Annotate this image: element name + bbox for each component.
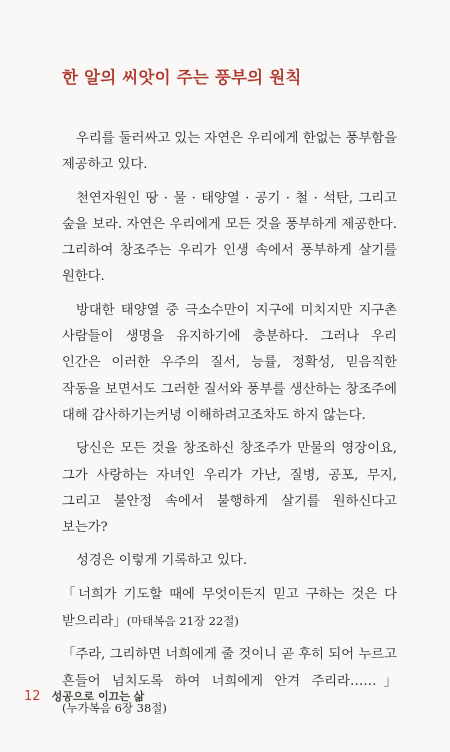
paragraph: 천연자원인 땅 · 물 · 태양열 · 공기 · 철 · 석탄, 그리고 숲을 보라. 자연은 우리에게 모든 것을 풍부하게 제공한다. 그리하여 창조주는 우리가 인생 속에서 풍부하게 살기를 원한다.	[62, 190, 397, 285]
quote-citation: (누가복음 6장 38절)	[62, 700, 167, 715]
quote-text: 「주라, 그리하면 너희에게 줄 것이니 곧 후히 되어 누르고 흔들어 넘치도록 하여 너희에게 안겨 주리라……」	[62, 647, 397, 689]
paragraph: 성경은 이렇게 기록하고 있다.	[76, 553, 248, 569]
running-title: 성공으로 이끄는 삶	[51, 690, 145, 703]
paragraph: 방대한 태양열 중 극소수만이 지구에 미치지만 지구촌 사람들이 생명을 유지하기에 충분하다. 그러나 우리 인간은 이러한 우주의 질서, 능률, 정확성, 믿음직한 작동을 보면서도 그러한 질서와 풍부를 생산하는 창조주에 대해 감사하기는커녕 이해하려고조차도 하지 않는다.	[62, 302, 397, 423]
body-text	[62, 126, 397, 729]
bible-quote	[62, 642, 397, 722]
page-number: 12	[24, 689, 41, 704]
quote-citation: (마태복음 21장 22절)	[126, 614, 239, 629]
page-footer	[24, 685, 144, 704]
section-heading: 한 알의 씨앗이 주는 풍부의 원칙	[62, 68, 302, 87]
paragraph: 우리를 둘러싸고 있는 자연은 우리에게 한없는 풍부함을 제공하고 있다.	[62, 131, 397, 173]
quote-text: 「너희가 기도할 때에 무엇이든지 믿고 구하는 것은 다 받으리라」	[62, 586, 397, 630]
paragraph: 당신은 모든 것을 창조하신 창조주가 만물의 영장이요, 그가 사랑하는 자녀인 우리가 가난, 질병, 공포, 무지, 그리고 불안정 속에서 불행하게 살기를 원하신다고 보는가?	[62, 441, 397, 536]
bible-quote	[62, 582, 397, 636]
